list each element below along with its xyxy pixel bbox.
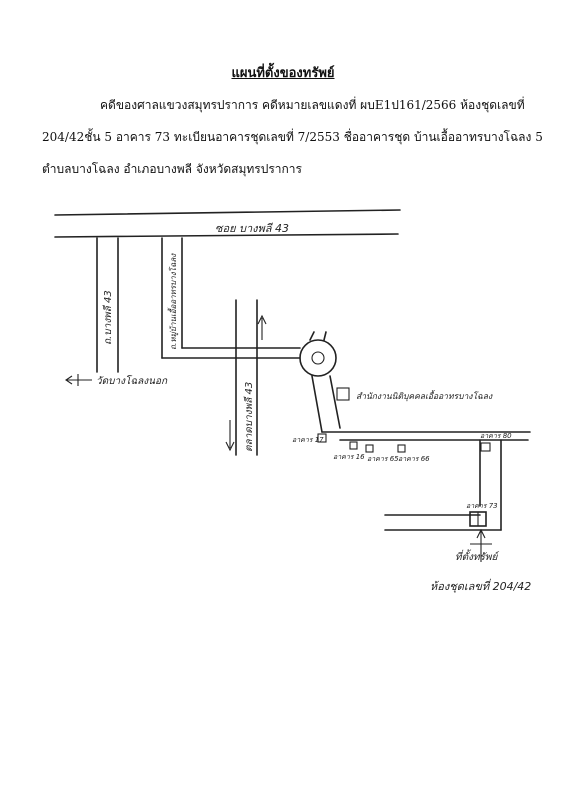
roundabout-north-stub <box>310 332 314 340</box>
temple-label: วัดบางโฉลงนอก <box>96 376 168 387</box>
building-66-label: อาคาร 66 <box>398 455 430 463</box>
office-building <box>337 388 349 400</box>
case-info-line-2: 204/42ชั้น 5 อาคาร 73 ทะเบียนอาคารชุดเลขที่ 7/2553 ชื่ออาคารชุด บ้านเอื้ออาทรบางโฉลง 5 <box>42 130 543 144</box>
building-66 <box>398 445 405 452</box>
road-left-label: ถ.บางพลี 43 <box>103 290 114 345</box>
roundabout-inner <box>312 352 324 364</box>
building-65 <box>366 445 373 452</box>
soi-top-label: ซอย บางพลี 43 <box>215 222 290 235</box>
document-title: แผนที่ตั้งของทรัพย์ <box>231 66 335 81</box>
building-65-label: อาคาร 65 <box>367 455 399 463</box>
unit-number-note: ห้องชุดเลขที่ 204/42 <box>430 580 532 593</box>
property-marker-label: ที่ตั้งทรัพย์ <box>455 552 498 563</box>
south-road-east-edge <box>330 376 340 428</box>
soi-top-road-north-edge <box>55 210 400 215</box>
target-building-label: อาคาร 73 <box>466 502 498 510</box>
building-80 <box>481 443 490 451</box>
south-road-west-edge <box>312 376 322 432</box>
roundabout-outer <box>300 340 336 376</box>
building-16-label: อาคาร 16 <box>333 453 365 461</box>
office-label: สำนักงานนิติบุคคลเอื้ออาทรบางโฉลง <box>356 392 493 402</box>
case-info-line-3: ตำบลบางโฉลง อำเภอบางพลี จังหวัดสมุทรปราการ <box>42 162 302 176</box>
building-17-label: อาคาร 17 <box>292 436 324 444</box>
building-16 <box>350 442 357 449</box>
road-center-label: ตลาดบางพลี 43 <box>244 381 255 452</box>
roundabout-north-stub-2 <box>324 332 326 340</box>
building-80-label: อาคาร 80 <box>480 432 512 440</box>
case-info-line-1: คดีของศาลแขวงสมุทรปราการ คดีหมายเลขแดงที่ ผบE1ป161/2566 ห้องชุดเลขที่ <box>100 98 525 112</box>
road-mid-label: ถ.หมู่บ้านเอื้ออาทรบางโฉลง <box>169 253 178 350</box>
